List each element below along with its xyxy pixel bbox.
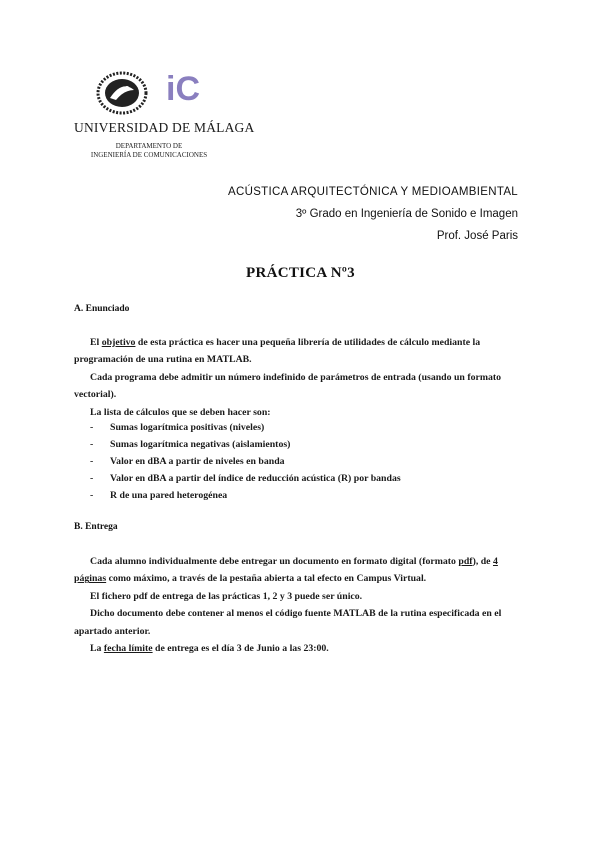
bullet: - [90,422,94,433]
objective-post: de esta práctica es hacer una pequeña librería de utilidades de cálculo mediante la programación de una rutina en MATLAB. [74,337,481,366]
objective-link[interactable]: objetivo [101,337,136,348]
delivery-text-c: como máximo, a través de la pestaña abierta a tal efecto en Campus Virtual. [106,573,427,585]
calculation-list [90,419,401,504]
deadline-post: de entrega es el día 3 de Junio a las 23:00. [152,643,329,655]
delivery-text-a: Cada alumno individualmente debe entregar un documento en formato digital (formato [90,556,459,567]
deadline-pre: La [90,643,104,655]
bullet: - [90,490,94,501]
objective-paragraph [74,334,514,369]
list-intro: La lista de cálculos que se deben hacer son: [90,406,271,418]
list-item [90,419,401,436]
section-b-text [74,553,514,657]
department-line-2: INGENIERÍA DE COMUNICACIONES [90,151,208,159]
pages-link[interactable]: 4 páginas [74,556,498,585]
list-item [90,470,401,487]
objective-pre: El [90,337,102,348]
delivery-paragraph [74,553,514,588]
degree-name: 3º Grado en Ingeniería de Sonido e Imagen [295,208,518,220]
university-emblem-icon [94,70,150,116]
list-item [90,436,401,453]
ic-logo-text: iC [166,70,200,106]
single-file-paragraph: El fichero pdf de entrega de las prácticas 1, 2 y 3 puede ser único. [90,590,363,602]
list-item [90,453,401,470]
deadline-link[interactable]: fecha límite [103,643,153,655]
pdf-link[interactable]: pdf [458,556,473,567]
deadline-paragraph [74,640,514,657]
course-info [228,181,518,247]
section-b-heading: B. Entrega [74,522,118,532]
list-item-text: Sumas logarítmica negativas (aislamientos) [110,439,291,450]
content-paragraph: Dicho documento debe contener al menos el código fuente MATLAB de la rutina especificada en el apartado anterior. [74,608,502,637]
section-a-text [74,334,514,421]
list-item-text: R de una pared heterogénea [110,490,228,501]
delivery-text-b: ), de [472,556,493,567]
bullet: - [90,456,94,467]
list-item [90,487,401,504]
document-title: PRÁCTICA Nº3 [246,265,355,281]
bullet: - [90,473,94,484]
course-name: ACÚSTICA ARQUITECTÓNICA Y MEDIOAMBIENTAL [228,186,518,198]
university-name: UNIVERSIDAD DE MÁLAGA [74,120,255,135]
program-paragraph: Cada programa debe admitir un número indefinido de parámetros de entrada (usando un formato vectorial). [74,371,502,401]
section-a-heading: A. Enunciado [74,304,130,314]
list-item-text: Valor en dBA a partir de niveles en banda [110,456,285,467]
bullet: - [90,439,94,450]
list-item-text: Valor en dBA a partir del índice de reducción acústica (R) por bandas [110,473,401,484]
department-name [74,142,224,160]
department-line-1: DEPARTAMENTO DE [115,142,183,150]
list-item-text: Sumas logarítmica positivas (niveles) [110,422,265,433]
ic-logo-icon [164,70,214,106]
professor-name: Prof. José Paris [436,230,518,242]
